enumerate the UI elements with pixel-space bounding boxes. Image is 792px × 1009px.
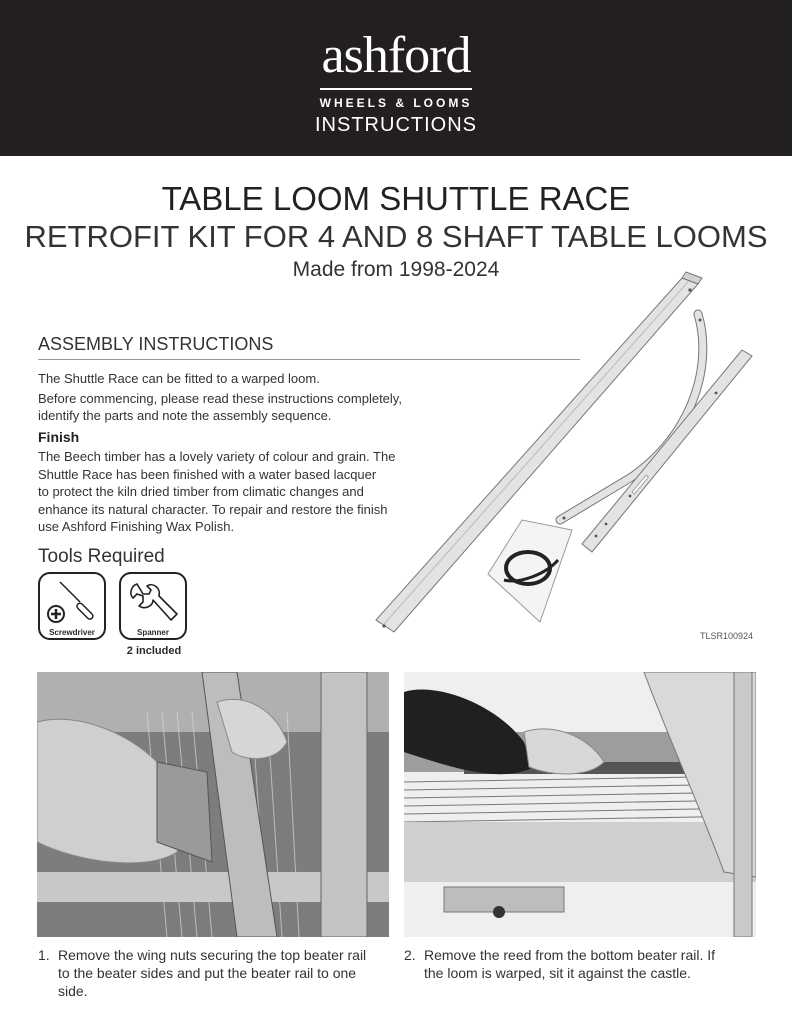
step2-text-line2: the loom is warped, sit it against the castle. [424, 965, 691, 981]
parts-illustration [370, 268, 770, 648]
finish-text-line4: enhance its natural character. To repair and restore the finish [38, 501, 388, 517]
section-divider [38, 359, 580, 360]
header-banner [0, 0, 792, 156]
finish-heading: Finish [38, 429, 80, 445]
step1-text [58, 946, 366, 1000]
header-section-label: INSTRUCTIONS [315, 114, 477, 136]
screwdriver-tool-card [38, 572, 106, 640]
step2-photo [404, 672, 756, 937]
step1-text-line1: Remove the wing nuts securing the top beater rail [58, 947, 367, 963]
finish-text-line3: to protect the kiln dried timber from climatic changes and [38, 484, 364, 499]
tools-heading: Tools Required [38, 546, 165, 567]
intro-text: The Shuttle Race can be fitted to a warped loom. [38, 371, 320, 386]
step1-number: 1. [38, 947, 50, 963]
step2-text [424, 946, 715, 982]
screwdriver-icon [40, 576, 104, 628]
spanner-included-note: 2 included [126, 645, 182, 657]
spanner-tool-card [119, 572, 187, 640]
document-code: TLSR100924 [700, 631, 754, 641]
brand-tagline: WHEELS & LOOMS [319, 96, 473, 110]
finish-text-line1: The Beech timber has a lovely variety of colour and grain. The [38, 449, 396, 464]
logo-underline [320, 88, 472, 90]
brand-logo: ashford [321, 27, 471, 84]
prep-text-line2: identify the parts and note the assembly sequence. [38, 408, 332, 423]
step1-text-line3: side. [58, 983, 88, 999]
step1-photo [37, 672, 389, 937]
page-date-range: Made from 1998-2024 [292, 258, 500, 281]
prep-text-line1: Before commencing, please read these instructions completely, [38, 391, 402, 406]
page-title: TABLE LOOM SHUTTLE RACE [161, 180, 631, 217]
step2-number: 2. [404, 947, 416, 963]
screwdriver-label: Screwdriver [49, 628, 95, 637]
page-subtitle: RETROFIT KIT FOR 4 AND 8 SHAFT TABLE LOOMS [24, 219, 768, 254]
finish-text-line2: Shuttle Race has been finished with a water based lacquer [38, 466, 377, 482]
assembly-heading: ASSEMBLY INSTRUCTIONS [38, 334, 274, 354]
finish-text-line5: use Ashford Finishing Wax Polish. [38, 519, 235, 534]
hardware-bag [488, 520, 572, 622]
step2-text-line1: Remove the reed from the bottom beater rail. If [424, 947, 716, 963]
step1-text-line2: to the beater sides and put the beater rail to one [58, 965, 357, 981]
spanner-icon [121, 576, 185, 628]
spanner-label: Spanner [136, 628, 169, 637]
